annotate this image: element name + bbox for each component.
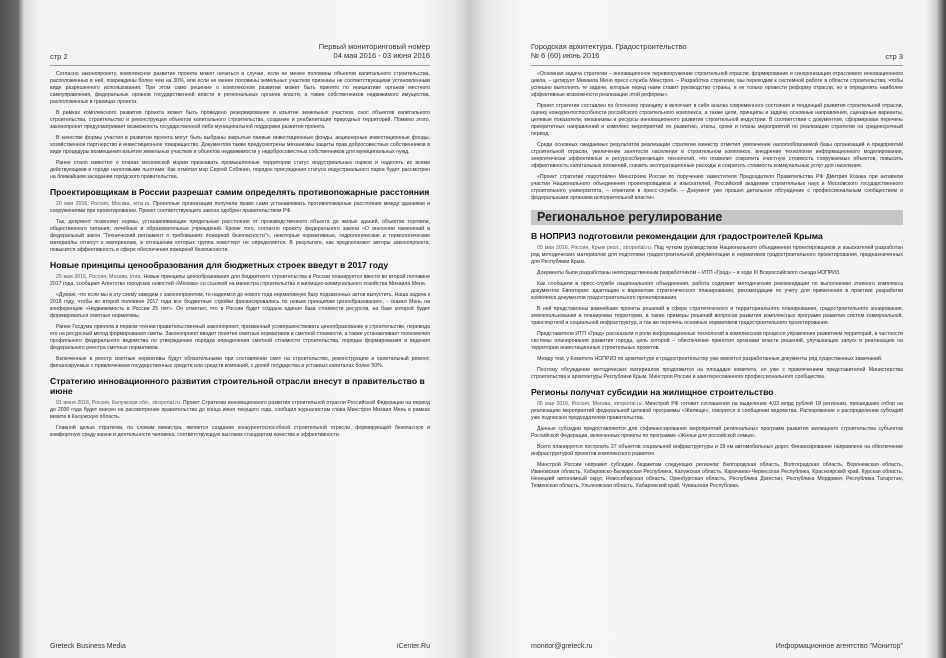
article-meta: 05 мая 2016, Россия, Крым респ., stroportal.ru.: [537, 245, 653, 251]
left-footer-site: iCenter.Ru: [396, 643, 430, 650]
right-header-text: [531, 42, 687, 61]
article-headline-fire-distances: Проектировщикам в России разрешат самим определять противопожарные расстояния: [50, 187, 430, 197]
right-page-header: [531, 42, 903, 66]
article-paragraph: Главной целью стратегии, по словам министра, является создание конкурентоспособной строительной отрасли, формирующей безопасную и комфортную среду жизни и деятельности человека, соответствующую высоким стандартам качества и эффективности.: [50, 425, 430, 438]
right-footer-email: monitor@greteck.ru: [531, 643, 593, 650]
left-header-title: Первый мониторинговый номер: [318, 42, 430, 51]
left-header-text: [319, 42, 430, 61]
right-page-body: [531, 71, 903, 490]
article-paragraph: [531, 245, 903, 266]
article-paragraph: Ранее Госдума приняла в первом чтении правительственный законопроект, призванный усовершенствовать ценообразование в строительстве, перевода его на ресурсный метод формирования сметы. Законопроект вводит понятия сметных нормативов и сметной стоимости, а также устанавливает полномочия профильного федерального ведомства по утверждению порядка определения сметной стоимости строительства, порядка формирования и ведения федерального реестра сметных нормативов.: [50, 324, 430, 351]
article-paragraph: Данные субсидии предоставляются для софинансирования мероприятий региональных программ развития жилищного строительства субъектов Российской Федерации, включенных проекты по программе «Жилье для российской семьи».: [531, 426, 903, 439]
right-page-footer: [531, 643, 903, 650]
article-paragraph: [50, 201, 430, 215]
article-paragraph: Поэтому обсуждение методических материалов продолжится на площадке комитета, но уже с привлечением представителей Министерства строительства и архитектуры Республики Крым, Минстроя России и заинтересованного профессионального сообщества.: [531, 367, 903, 380]
right-intro-paragraph: «Проект стратегии подготовлен Минстроем России по поручению заместителя Председателя Правительства РФ Дмитрия Козака при активном участии Национального объединения проектировщиков и изыскателей, Российской академии строительных наук и Московского государственного строительного университета, – отметили в пресс-службе. – Документ уже прошел детальное обсуждение с профессиональным сообществом и федеральными органами исполнительной власти».: [531, 174, 903, 201]
right-page: [505, 0, 915, 658]
article-paragraph: Всего планируется построить 27 объектов социальной инфраструктуры и 39 км автомобильных дорог. Финансирование направлено на обеспечение инфраструктурой проектов комплексного развития.: [531, 444, 903, 457]
section-title-regional: Региональное регулирование: [531, 210, 903, 225]
right-intro-paragraph: Проект стратегии составлен по блочному принципу и включает в себя анализ современного состояния и тенденций развития строительной отрасли, оценку конкурентоспособности российского строительного комплекса, а также цели, принципы и задачи, основные направления, сценарные варианты, целевые показатели, механизмы и ресурсы инновационного развития строительной индустрии. В соответствии с документом, сформирован перечень приоритетных направлений и комплекс мероприятий по развитию, этапы, сроки и планы мероприятий по реализации стратегии на среднесрочный период.: [531, 103, 903, 137]
article-paragraph-text: Проектные организации получили право сами устанавливать противопожарные расстояния между зданиями и сооружениями при проектировании. Проект соответствующего закона одобрен правительством РФ.: [50, 201, 430, 214]
article-headline-strategy: Стратегию инновационного развития строительной отрасли внесут в правительство в июне: [50, 376, 425, 396]
left-intro-paragraph: Согласно законопроекту, комплексное развитие проекта может начаться в случае, если не менее половины объектов капитального строительства, расположенных в ней, повреждены более чем на 30%, или если не менее половины земельных участков признаны не соответствующими установленным виде разрешенного использования. При этом само решение о комплексном развитии может быть принято по инициативе органов местного самоуправления, федеральных органов государственной власти и региональных органов власти, а также собственников недвижимого имущества, расположенных в границах проекта.: [50, 71, 430, 105]
article-paragraph: Минстрой России направит субсидии бюджетам следующих регионов: Белгородская область, Волгоградская область, Воронежская область, Ивановская область, Хабаровско-Балкарская Республика, Калужская область, Карачаево-Черкесская Республика, Красноярский край, Курская область, Ненецкий автономный округ, Новосибирская область, Оренбургская область, Республика Дагестан, Республика Мордовия, Республика Татарстан, Тюменская область, Ульяновская область, Хабаровский край, Чувашская Республика.: [531, 462, 903, 489]
article-headline-subsidies: Регионы получат субсидии на жилищное строительство: [531, 387, 774, 397]
article-paragraph: Документы были разработаны непосредственным разработчиком – ИТП «Град» – в ходе III Всероссийского съезда НОПРИЗ.: [537, 270, 841, 276]
article-paragraph: Между тем, у Комитета НОПРИЗ по архитектуре и градостроительству уже имеются разработанные документы ряд существенных замечаний.: [537, 356, 883, 362]
right-page-number: стр 3: [885, 52, 903, 61]
article-headline-pricing: Новые принципы ценообразования для бюджетных строек введут в 2017 году: [50, 260, 389, 270]
article-meta: 25 мая 2016, Россия, Москва, irnru.: [56, 274, 142, 280]
article-meta: 05 мая 2016, Россия, Москва, stroportal.ru.: [537, 401, 643, 407]
left-page-header: [50, 42, 430, 66]
left-header-date: 04 мая 2016 - 03 июня 2016: [333, 51, 430, 61]
article-paragraph-text: Проект Стратегии инновационного развития строительной отрасли Российской Федерации на период до 2030 года будет внесен на рассмотрение правительства до конца июня текущего года, сообщил журналистам глава Минстроя Михаил Мень в рамках визита в Калужскую область.: [50, 400, 430, 420]
article-paragraph: «Думаю, что если мы в эту схему заведем с законопроектом, то надеемся до нового года нормативную базу подзаконных актов выпустить. Наша задача к 2018 году, чтобы во второй половине 2017 года все бюджетные стройки финансировались по новым принципам ценообразования», - сказал Мень на конференции «Недвижимость в России 25 лет». Он отметил, что в России будет создана единая база стоимости ресурсов, на базе которой будет формироваться сметные нормативы.: [50, 292, 430, 319]
left-page: [30, 0, 440, 658]
article-paragraph-text: Минстрой РФ готовит соглашения на выделение 4,03 млрд рублей 18 регионам, прошедшим отбор на реализацию мероприятий федеральной целевой программы «Жилище», говорится в сообщении ведомства. Распоряжение о распределении субсидий уже подписано председателем правительства.: [531, 401, 903, 421]
article-paragraph: Как сообщили в пресс-службе национального объединения, работа содержит методические рекомендации по выполнению этапного комплекса документов Евпатории: адаптацию к вариантам стратегического планирования, рекомендации по учету для применения в практике разработки комплекса документов градостроительного проектирования.: [531, 281, 903, 301]
article-paragraph-text: Под чутким руководством Национального объединения проектировщиков и изыскателей разработан ряд методических материалов для подготовки градостроительной документации и нормативов градостроительного проектирования, предназначенных для Республики Крым.: [531, 245, 903, 265]
article-paragraph: В ней представлены важнейшие проекты решений в сфере стратегического и территориального планирования, градостроительного зонирования, землепользования и планировки территории, в также примеры решений вопросов развития комплексных программ развития систем коммунальной, транспортной и социальной инфраструктур, а так же перечень основных нормативов градостроительного проектирования.: [531, 306, 903, 326]
article-paragraph: [50, 400, 430, 421]
left-page-body: [50, 71, 430, 439]
right-header-issue: № 6 (60) июнь 2016: [531, 51, 600, 61]
left-page-footer: [50, 643, 430, 650]
article-paragraph: Так, документ позволяет нормы, устанавливающие предельные расстояния от производственного объекта до жилых зданий, объектов торговли, общественного питания, лечебных и образовательных учреждений. Кроме того, согласно проекту федерального закона «О внесении изменений в федеральный закон "Технический регламент о требованиях пожарной безопасности"», некоторые нормативные, гидрологические и термологические материалы отнесут к материалам, в отношении которых группа новоттерт не определяется. В результате, как предполагают авторы законопроекта, повысится эффективность в сфере обеспечения пожарной безопасности.: [50, 219, 430, 253]
article-paragraph: [50, 274, 430, 288]
right-intro-paragraph: «Основная задача стратегии – инновационное перевооружение строительной отрасли, формирование и синхронизация отраслевого инновационного цикла, – цитирует Михаила Меня пресс-служба Минстроя. – Разработка стратегии, мы переходим к системной работе в области строительства, чтобы успешно выполнять те задачи, которые перед нами ставит руководство страны, и не только провести реформу отрасли, но и определить наиболее эффективные возможности реализации этой реформы».: [531, 71, 903, 98]
article-paragraph-text: Новые принципы ценообразования для бюджетного строительства в России планируется ввести во второй половине 2017 года, сообщает Агентство городских новостей «Москва» со ссылкой на министра строительства и жилищно-коммунального хозяйства Михаила Меня.: [50, 274, 430, 287]
article-paragraph: Представители ИТП «Град» рассказали о роли информационных технологий в комплексном процессе управления развитием территорий, в частности системы планирования развития города, цель которой – обеспечение принятия органами власти решений, улучшающих запуск и реализацию на территории инвестиционных строительных проектов.: [531, 331, 903, 351]
article-meta: 20 мая 2016, Россия, Москва, erns.ru.: [56, 201, 151, 207]
right-footer-agency: Информационное агентство "Монитор": [775, 643, 903, 650]
left-intro-paragraph: В качестве формы участия в развитии проекта могут быть выбраны закрытые паевые инвестиционные фонды, акционерные инвестиционные фонды, хозяйственное партнерство и инвестиционное товарищество. Документом также предусмотрены механизмы защиты прав добросовестных собственников в виде процедуры возмещения изъятия земельных участков и объектов недвижимости у недобросовестных собственников для муниципальных нужд.: [50, 135, 430, 155]
left-footer-publisher: Greteck Business Media: [50, 643, 126, 650]
article-paragraph: [531, 401, 903, 422]
right-header-title: Городская архитектура. Градостроительство: [531, 42, 687, 51]
article-paragraph: Включенные в реестр сметные нормативы будут обязательными при составлении смет на строительство, реконструкцию и капитальный ремонт, финансируемых с привлечением государственных средств или средств компаний, с долей государства в уставных капиталах более 50%.: [50, 356, 430, 369]
right-intro-paragraph: Среди основных ожидаемых результатов реализации стратегии министр отметил увеличение налогооблагаемой базы организаций и предприятий строительной отрасли, увеличение занятости населения в строительном комплексе, внедрение технологии информационного моделирования, энергетически эффективных и ресурсосберегающих технологий, что позволит сократить очистную стоимость сооружаемых объектов, повысить эффективность капитальных вложений, снизить эксплуатационные расходы и сократить стоимость коммунальных услуг для населения.: [531, 142, 903, 169]
left-intro-paragraph: Ранее стало известно о планах московской мэрии признавать промышленные территории статус индустриальных парков и наделять их всеми действующими в городе налоговыми льготами. Как отметил мэр Сергей Собянин, порядок присуждения статуса индустриального парка будет рассмотрен на ближайшем заседании городского правительства.: [50, 160, 430, 180]
left-page-number: стр 2: [50, 52, 68, 61]
article-meta: 01 июня 2016, Россия, Калужская обл., stroportal.ru.: [56, 400, 182, 406]
left-intro-paragraph: В рамках комплексного развития проекта может быть проведено резервирование и изъятие земельных участков, снос объектов капитального строительства, строительство и реконструкция объектов капитального строительства, создание и реабилитация природных территорий. Помимо этого, законопроект предусматривает возможность государственной либо муниципальной поддержки развития проекта.: [50, 110, 430, 130]
article-headline-nopriz: В НОПРИЗ подготовили рекомендации для градостроителей Крыма: [531, 231, 823, 241]
